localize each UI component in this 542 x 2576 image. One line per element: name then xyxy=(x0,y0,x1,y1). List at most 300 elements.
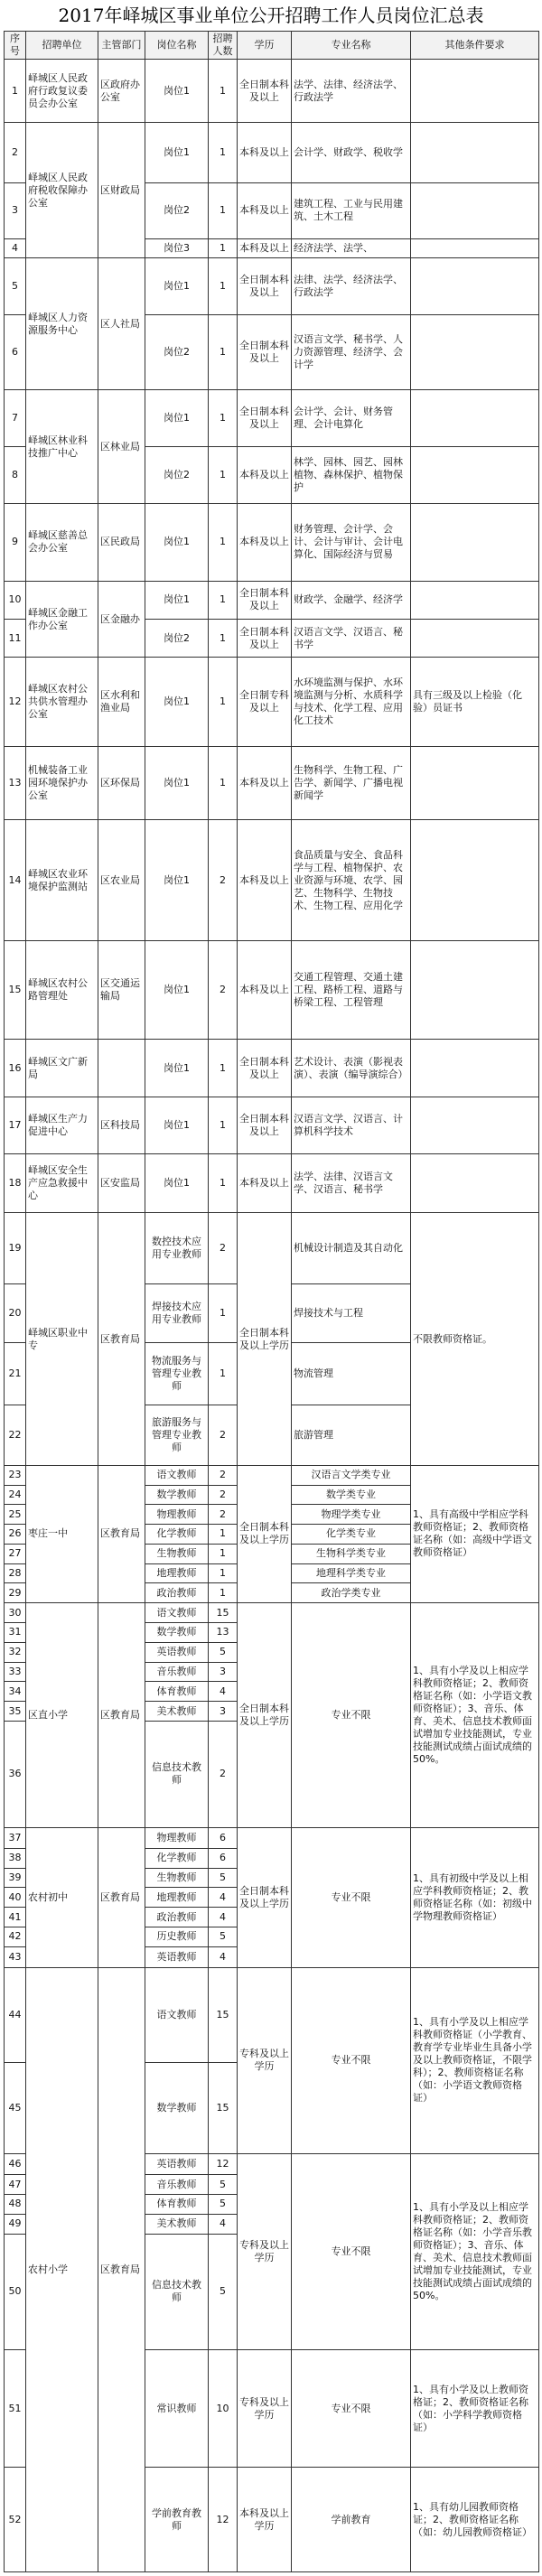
cell-requirements xyxy=(411,123,539,183)
cell-major: 物流管理 xyxy=(292,1342,411,1405)
cell-position: 信息技术教师 xyxy=(145,2234,209,2349)
col-header-serial: 序号 xyxy=(5,32,26,60)
cell-count: 4 xyxy=(209,1888,238,1908)
cell-position: 物理教师 xyxy=(145,1505,209,1525)
table-row xyxy=(5,1154,539,1213)
cell-serial: 20 xyxy=(5,1283,26,1342)
cell-requirements xyxy=(411,1040,539,1097)
cell-position: 英语教师 xyxy=(145,1946,209,1967)
cell-education: 本科及以上学历 xyxy=(238,2468,292,2572)
cell-count: 13 xyxy=(209,1623,238,1643)
table-row xyxy=(5,581,539,619)
cell-unit: 峄城区职业中专 xyxy=(26,1213,98,1465)
cell-dept: 区教育局 xyxy=(98,1465,145,1602)
cell-serial: 17 xyxy=(5,1097,26,1154)
cell-dept: 区教育局 xyxy=(98,1967,145,2571)
cell-serial: 31 xyxy=(5,1623,26,1643)
cell-position: 岗位1 xyxy=(145,123,209,183)
cell-education: 本科及以上 xyxy=(238,447,292,504)
table-body xyxy=(5,60,539,2572)
cell-unit: 峄城区农业环境保护监测站 xyxy=(26,819,98,941)
cell-count: 4 xyxy=(209,1946,238,1967)
cell-count: 1 xyxy=(209,1544,238,1563)
table-row xyxy=(5,258,539,315)
cell-major: 生物科学、生物工程、广告学、新闻学、广播电视新闻学 xyxy=(292,747,411,820)
cell-position: 数学教师 xyxy=(145,1623,209,1643)
cell-serial: 7 xyxy=(5,390,26,447)
cell-dept xyxy=(98,1040,145,1097)
cell-education: 本科及以上 xyxy=(238,941,292,1040)
table-row xyxy=(5,1827,539,1848)
cell-count: 10 xyxy=(209,2349,238,2468)
cell-education: 本科及以上 xyxy=(238,183,292,239)
cell-count: 5 xyxy=(209,2194,238,2214)
cell-count: 1 xyxy=(209,1097,238,1154)
table-row xyxy=(5,819,539,941)
cell-dept: 区科技局 xyxy=(98,1097,145,1154)
cell-serial: 30 xyxy=(5,1603,26,1623)
cell-education: 全日制本科及以上 xyxy=(238,1040,292,1097)
cell-count: 15 xyxy=(209,1967,238,2062)
cell-serial: 51 xyxy=(5,2349,26,2468)
cell-position: 化学教师 xyxy=(145,1848,209,1868)
cell-position: 物流服务与管理专业教师 xyxy=(145,1342,209,1405)
cell-position: 岗位1 xyxy=(145,658,209,747)
table-row xyxy=(5,1097,539,1154)
cell-serial: 12 xyxy=(5,658,26,747)
table-row xyxy=(5,1967,539,2062)
cell-dept: 区水利和渔业局 xyxy=(98,658,145,747)
cell-serial: 42 xyxy=(5,1927,26,1946)
cell-requirements xyxy=(411,819,539,941)
cell-major: 学前教育 xyxy=(292,2468,411,2572)
cell-education: 本科及以上 xyxy=(238,504,292,582)
col-header-major: 专业名称 xyxy=(292,32,411,60)
cell-education: 全日制本科及以上 xyxy=(238,60,292,123)
table-row xyxy=(5,123,539,183)
cell-count: 1 xyxy=(209,447,238,504)
cell-unit: 峄城区人力资源服务中心 xyxy=(26,258,98,390)
cell-count: 4 xyxy=(209,1908,238,1927)
cell-count: 1 xyxy=(209,390,238,447)
cell-serial: 1 xyxy=(5,60,26,123)
cell-education: 全日制本科及以上 xyxy=(238,581,292,619)
cell-unit: 峄城区农村公共供水管理办公室 xyxy=(26,658,98,747)
cell-education: 专科及以上学历 xyxy=(238,2349,292,2468)
col-header-count: 招聘人数 xyxy=(209,32,238,60)
cell-serial: 34 xyxy=(5,1682,26,1702)
table-row xyxy=(5,1603,539,1623)
cell-serial: 16 xyxy=(5,1040,26,1097)
cell-position: 岗位1 xyxy=(145,581,209,619)
cell-unit: 峄城区人民政府税收保障办公室 xyxy=(26,123,98,258)
cell-unit: 枣庄一中 xyxy=(26,1465,98,1602)
cell-position: 美术教师 xyxy=(145,2214,209,2234)
cell-dept: 区民政局 xyxy=(98,504,145,582)
cell-education: 本科及以上 xyxy=(238,819,292,941)
cell-unit: 峄城区农村公路管理处 xyxy=(26,941,98,1040)
cell-serial: 21 xyxy=(5,1342,26,1405)
table-header-row xyxy=(5,32,539,60)
cell-education: 本科及以上 xyxy=(238,123,292,183)
cell-requirements: 不限教师资格证。 xyxy=(411,1213,539,1465)
cell-count: 1 xyxy=(209,1283,238,1342)
cell-education: 本科及以上 xyxy=(238,1154,292,1213)
cell-requirements: 具有三级及以上检验（化验）员证书 xyxy=(411,658,539,747)
cell-requirements xyxy=(411,315,539,390)
cell-count: 5 xyxy=(209,1642,238,1662)
cell-major: 专业不限 xyxy=(292,2349,411,2468)
cell-dept: 区财政局 xyxy=(98,123,145,258)
cell-serial: 26 xyxy=(5,1525,26,1545)
cell-major: 政治学类专业 xyxy=(292,1583,411,1603)
cell-serial: 8 xyxy=(5,447,26,504)
cell-unit: 农村初中 xyxy=(26,1827,98,1967)
table-row xyxy=(5,504,539,582)
cell-major: 会计学、财政学、税收学 xyxy=(292,123,411,183)
cell-serial: 52 xyxy=(5,2468,26,2572)
cell-education: 全日制本科及以上 xyxy=(238,620,292,658)
cell-serial: 9 xyxy=(5,504,26,582)
cell-serial: 22 xyxy=(5,1405,26,1466)
cell-count: 1 xyxy=(209,1154,238,1213)
cell-serial: 23 xyxy=(5,1465,26,1485)
cell-dept: 区教育局 xyxy=(98,1213,145,1465)
cell-serial: 18 xyxy=(5,1154,26,1213)
cell-major: 财务管理、会计学、会计、会计与审计、会计电算化、国际经济与贸易 xyxy=(292,504,411,582)
cell-position: 语文教师 xyxy=(145,1967,209,2062)
cell-major: 法学、法律、汉语言文学、汉语言、秘书学 xyxy=(292,1154,411,1213)
cell-position: 旅游服务与管理专业教师 xyxy=(145,1405,209,1466)
cell-position: 语文教师 xyxy=(145,1465,209,1485)
cell-count: 1 xyxy=(209,658,238,747)
cell-position: 地理教师 xyxy=(145,1888,209,1908)
cell-position: 音乐教师 xyxy=(145,1662,209,1682)
cell-count: 5 xyxy=(209,1927,238,1946)
cell-dept: 区安监局 xyxy=(98,1154,145,1213)
cell-serial: 41 xyxy=(5,1908,26,1927)
cell-count: 1 xyxy=(209,123,238,183)
cell-requirements: 1、具有小学及以上相应学科教师资格证；2、教师资格证名称（如：小学音乐教师资格证）；3、音乐、体育、美术、信息技术教师面试增加专业技能测试，专业技能测试成绩占面试成绩的50%。 xyxy=(411,2154,539,2350)
cell-education: 本科及以上 xyxy=(238,747,292,820)
cell-serial: 37 xyxy=(5,1827,26,1848)
cell-count: 2 xyxy=(209,1213,238,1283)
cell-position: 语文教师 xyxy=(145,1603,209,1623)
cell-dept: 区交通运输局 xyxy=(98,941,145,1040)
cell-education: 全日制本科及以上学历 xyxy=(238,1465,292,1602)
cell-serial: 25 xyxy=(5,1505,26,1525)
cell-major: 化学类专业 xyxy=(292,1525,411,1545)
cell-requirements xyxy=(411,183,539,239)
cell-serial: 5 xyxy=(5,258,26,315)
cell-major: 汉语言文学、汉语言、秘书学 xyxy=(292,620,411,658)
cell-position: 英语教师 xyxy=(145,1642,209,1662)
cell-unit: 峄城区人民政府行政复议委员会办公室 xyxy=(26,60,98,123)
cell-position: 岗位1 xyxy=(145,1097,209,1154)
cell-dept: 区金融办 xyxy=(98,581,145,658)
cell-position: 岗位1 xyxy=(145,1154,209,1213)
cell-count: 4 xyxy=(209,2214,238,2234)
cell-position: 音乐教师 xyxy=(145,2175,209,2195)
cell-serial: 3 xyxy=(5,183,26,239)
cell-education: 全日制本科及以上 xyxy=(238,390,292,447)
cell-count: 1 xyxy=(209,1583,238,1603)
cell-education: 全日制专科及以上 xyxy=(238,658,292,747)
cell-position: 岗位1 xyxy=(145,819,209,941)
cell-major: 地理科学类专业 xyxy=(292,1563,411,1583)
cell-unit: 农村小学 xyxy=(26,1967,98,2571)
cell-position: 化学教师 xyxy=(145,1525,209,1545)
cell-position: 岗位2 xyxy=(145,447,209,504)
cell-position: 岗位1 xyxy=(145,1040,209,1097)
cell-count: 5 xyxy=(209,2234,238,2349)
cell-serial: 43 xyxy=(5,1946,26,1967)
cell-count: 6 xyxy=(209,1827,238,1848)
cell-position: 岗位1 xyxy=(145,60,209,123)
cell-count: 12 xyxy=(209,2154,238,2175)
cell-position: 岗位1 xyxy=(145,747,209,820)
cell-education: 专科及以上学历 xyxy=(238,1967,292,2153)
cell-dept: 区环保局 xyxy=(98,747,145,820)
cell-education: 全日制本科及以上 xyxy=(238,1097,292,1154)
cell-requirements xyxy=(411,941,539,1040)
cell-position: 信息技术教师 xyxy=(145,1721,209,1827)
cell-unit: 峄城区安全生产应急救援中心 xyxy=(26,1154,98,1213)
cell-count: 12 xyxy=(209,2468,238,2572)
table-row xyxy=(5,60,539,123)
cell-serial: 13 xyxy=(5,747,26,820)
cell-serial: 10 xyxy=(5,581,26,619)
cell-count: 4 xyxy=(209,1682,238,1702)
cell-dept: 区政府办公室 xyxy=(98,60,145,123)
cell-count: 1 xyxy=(209,581,238,619)
cell-serial: 48 xyxy=(5,2194,26,2214)
cell-major: 会计学、会计、财务管理、会计电算化 xyxy=(292,390,411,447)
cell-count: 15 xyxy=(209,1603,238,1623)
cell-major: 建筑工程、工业与民用建筑、土木工程 xyxy=(292,183,411,239)
cell-count: 1 xyxy=(209,1563,238,1583)
table-row xyxy=(5,1213,539,1283)
cell-position: 数控技术应用专业教师 xyxy=(145,1213,209,1283)
col-header-dept: 主管部门 xyxy=(98,32,145,60)
cell-major: 水环境监测与保护、水环境监测与分析、水质科学与技术、化学工程、应用化工技术 xyxy=(292,658,411,747)
cell-major: 专业不限 xyxy=(292,1967,411,2153)
cell-education: 全日制本科及以上学历 xyxy=(238,1827,292,1967)
cell-requirements xyxy=(411,258,539,315)
cell-position: 岗位2 xyxy=(145,620,209,658)
cell-requirements xyxy=(411,504,539,582)
cell-unit: 峄城区金融工作办公室 xyxy=(26,581,98,658)
cell-serial: 33 xyxy=(5,1662,26,1682)
cell-count: 3 xyxy=(209,1702,238,1722)
table-row xyxy=(5,1040,539,1097)
cell-education: 全日制本科及以上 xyxy=(238,315,292,390)
cell-major: 焊接技术与工程 xyxy=(292,1283,411,1342)
cell-dept: 区人社局 xyxy=(98,258,145,390)
cell-position: 物理教师 xyxy=(145,1827,209,1848)
cell-unit: 区直小学 xyxy=(26,1603,98,1828)
cell-serial: 14 xyxy=(5,819,26,941)
cell-requirements xyxy=(411,581,539,619)
cell-major: 法学、法律、经济法学、行政法学 xyxy=(292,60,411,123)
cell-position: 岗位1 xyxy=(145,504,209,582)
table-row xyxy=(5,747,539,820)
cell-dept: 区教育局 xyxy=(98,1827,145,1967)
cell-education: 全日制本科及以上学历 xyxy=(238,1603,292,1828)
cell-major: 汉语言文学、秘书学、人力资源管理、经济学、会计学 xyxy=(292,315,411,390)
cell-position: 岗位2 xyxy=(145,315,209,390)
table-row xyxy=(5,1465,539,1485)
cell-major: 旅游管理 xyxy=(292,1405,411,1466)
cell-count: 3 xyxy=(209,1662,238,1682)
cell-major: 法律、法学、经济法学、行政法学 xyxy=(292,258,411,315)
cell-serial: 24 xyxy=(5,1485,26,1505)
col-header-requirements: 其他条件要求 xyxy=(411,32,539,60)
cell-position: 历史教师 xyxy=(145,1927,209,1946)
cell-position: 焊接技术应用专业教师 xyxy=(145,1283,209,1342)
cell-serial: 44 xyxy=(5,1967,26,2062)
cell-major: 专业不限 xyxy=(292,1603,411,1828)
cell-requirements xyxy=(411,238,539,258)
cell-education: 全日制本科及以上学历 xyxy=(238,1213,292,1465)
cell-serial: 28 xyxy=(5,1563,26,1583)
cell-count: 2 xyxy=(209,1405,238,1466)
cell-count: 2 xyxy=(209,1485,238,1505)
cell-requirements xyxy=(411,1097,539,1154)
cell-serial: 49 xyxy=(5,2214,26,2234)
cell-education: 专科及以上学历 xyxy=(238,2154,292,2350)
cell-serial: 32 xyxy=(5,1642,26,1662)
cell-serial: 4 xyxy=(5,238,26,258)
cell-unit: 峄城区林业科技推广中心 xyxy=(26,390,98,504)
col-header-unit: 招聘单位 xyxy=(26,32,98,60)
cell-requirements xyxy=(411,747,539,820)
cell-position: 常识教师 xyxy=(145,2349,209,2468)
cell-major: 汉语言文学类专业 xyxy=(292,1465,411,1485)
table-row xyxy=(5,390,539,447)
cell-serial: 38 xyxy=(5,1848,26,1868)
cell-unit: 峄城区文广新局 xyxy=(26,1040,98,1097)
cell-serial: 39 xyxy=(5,1868,26,1888)
cell-serial: 36 xyxy=(5,1721,26,1827)
cell-count: 1 xyxy=(209,60,238,123)
cell-requirements xyxy=(411,447,539,504)
cell-position: 学前教育教师 xyxy=(145,2468,209,2572)
cell-dept: 区农业局 xyxy=(98,819,145,941)
cell-major: 数学类专业 xyxy=(292,1485,411,1505)
cell-requirements: 1、具有小学及以上相应学科教师资格证（小学教育、教育学专业毕业生具备小学及以上教师资格证，不限学科）；2、教师资格证名称（如：小学语文教师资格证） xyxy=(411,1967,539,2153)
cell-dept: 区林业局 xyxy=(98,390,145,504)
cell-requirements: 1、具有幼儿园教师资格证；2、教师资格证名称（如：幼儿园教师资格证） xyxy=(411,2468,539,2572)
cell-count: 2 xyxy=(209,1465,238,1485)
cell-requirements xyxy=(411,620,539,658)
cell-count: 2 xyxy=(209,1505,238,1525)
cell-serial: 50 xyxy=(5,2234,26,2349)
cell-count: 2 xyxy=(209,941,238,1040)
cell-count: 1 xyxy=(209,238,238,258)
cell-count: 2 xyxy=(209,1721,238,1827)
cell-requirements xyxy=(411,1154,539,1213)
cell-unit: 机械装备工业园环境保护办公室 xyxy=(26,747,98,820)
cell-serial: 35 xyxy=(5,1702,26,1722)
cell-major: 机械设计制造及其自动化 xyxy=(292,1213,411,1283)
col-header-education: 学历 xyxy=(238,32,292,60)
cell-position: 数学教师 xyxy=(145,2062,209,2153)
job-summary-table xyxy=(4,31,539,2572)
cell-position: 岗位2 xyxy=(145,183,209,239)
cell-unit: 峄城区慈善总会办公室 xyxy=(26,504,98,582)
cell-position: 英语教师 xyxy=(145,2154,209,2175)
cell-major: 专业不限 xyxy=(292,2154,411,2350)
cell-position: 体育教师 xyxy=(145,2194,209,2214)
cell-count: 5 xyxy=(209,2175,238,2195)
cell-serial: 45 xyxy=(5,2062,26,2153)
cell-education: 本科及以上 xyxy=(238,238,292,258)
cell-position: 岗位1 xyxy=(145,941,209,1040)
table-row xyxy=(5,658,539,747)
cell-major: 物理学类专业 xyxy=(292,1505,411,1525)
cell-education: 全日制本科及以上 xyxy=(238,258,292,315)
cell-position: 地理教师 xyxy=(145,1563,209,1583)
cell-position: 岗位3 xyxy=(145,238,209,258)
cell-major: 林学、园林、园艺、园林植物、森林保护、植物保护 xyxy=(292,447,411,504)
cell-position: 岗位1 xyxy=(145,258,209,315)
cell-unit: 峄城区生产力促进中心 xyxy=(26,1097,98,1154)
cell-count: 15 xyxy=(209,2062,238,2153)
cell-serial: 15 xyxy=(5,941,26,1040)
cell-count: 1 xyxy=(209,183,238,239)
cell-major: 生物科学类专业 xyxy=(292,1544,411,1563)
cell-position: 数学教师 xyxy=(145,1485,209,1505)
cell-count: 1 xyxy=(209,1525,238,1545)
cell-serial: 47 xyxy=(5,2175,26,2195)
cell-major: 食品质量与安全、食品科学与工程、植物保护、农业资源与环境、农学、园艺、生物科学、生物技术、生物工程、应用化学 xyxy=(292,819,411,941)
cell-serial: 29 xyxy=(5,1583,26,1603)
table-row xyxy=(5,941,539,1040)
cell-major: 专业不限 xyxy=(292,1827,411,1967)
cell-count: 1 xyxy=(209,315,238,390)
cell-major: 汉语言文学、汉语言、计算机科学技术 xyxy=(292,1097,411,1154)
cell-major: 财政学、金融学、经济学 xyxy=(292,581,411,619)
cell-serial: 19 xyxy=(5,1213,26,1283)
cell-count: 1 xyxy=(209,504,238,582)
cell-requirements xyxy=(411,60,539,123)
cell-position: 岗位1 xyxy=(145,390,209,447)
cell-requirements xyxy=(411,390,539,447)
cell-dept: 区教育局 xyxy=(98,1603,145,1828)
cell-count: 1 xyxy=(209,258,238,315)
cell-count: 1 xyxy=(209,1342,238,1405)
cell-position: 体育教师 xyxy=(145,1682,209,1702)
cell-count: 5 xyxy=(209,1868,238,1888)
col-header-position: 岗位名称 xyxy=(145,32,209,60)
cell-count: 1 xyxy=(209,1040,238,1097)
cell-position: 生物教师 xyxy=(145,1868,209,1888)
cell-position: 生物教师 xyxy=(145,1544,209,1563)
cell-count: 1 xyxy=(209,620,238,658)
cell-serial: 11 xyxy=(5,620,26,658)
cell-position: 美术教师 xyxy=(145,1702,209,1722)
cell-major: 艺术设计、表演（影视表演）、表演（编导演综合） xyxy=(292,1040,411,1097)
cell-position: 政治教师 xyxy=(145,1583,209,1603)
cell-requirements: 1、具有初级中学及以上相应学科教师资格证；2、教师资格证名称（如：初级中学物理教师资格证） xyxy=(411,1827,539,1967)
cell-serial: 6 xyxy=(5,315,26,390)
cell-serial: 46 xyxy=(5,2154,26,2175)
cell-major: 经济法学、法学、 xyxy=(292,238,411,258)
cell-count: 1 xyxy=(209,747,238,820)
cell-major: 交通工程管理、交通土建工程、路桥工程、道路与桥梁工程、工程管理 xyxy=(292,941,411,1040)
cell-position: 政治教师 xyxy=(145,1908,209,1927)
